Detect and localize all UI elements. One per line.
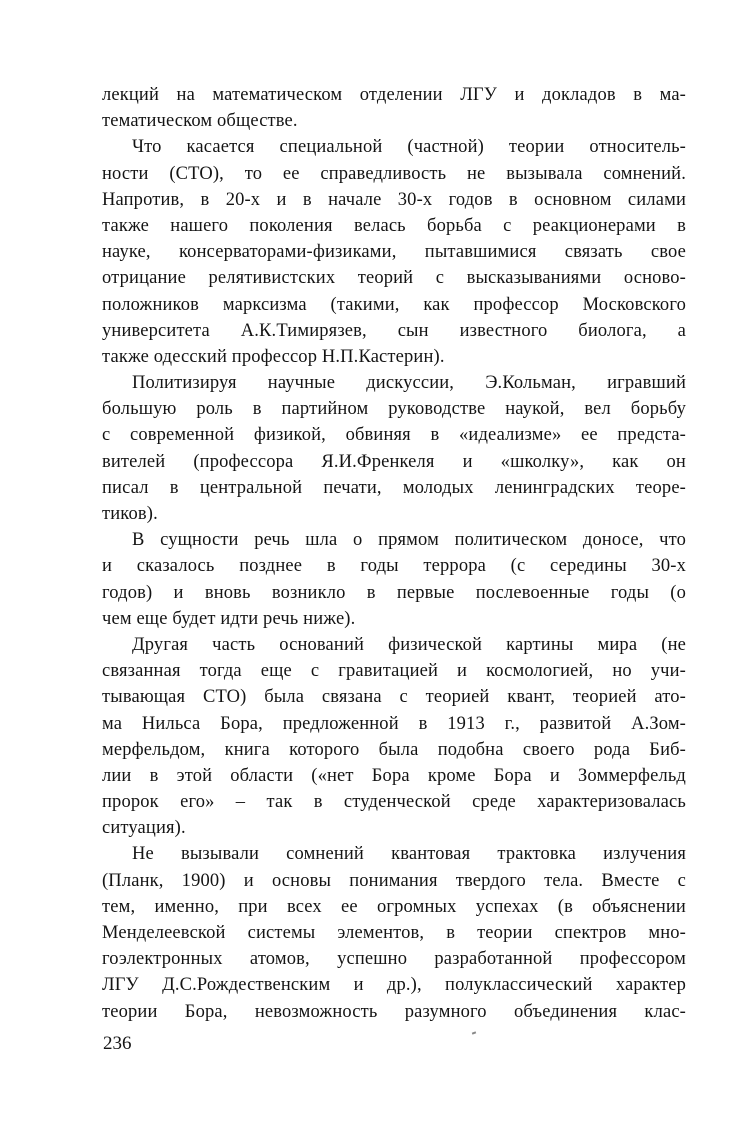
text-line: ности (СТО), то ее справедливость не вызывала сомнений. xyxy=(102,163,686,184)
text-line: пророк его» – так в студенческой среде характеризовалась xyxy=(102,792,686,813)
text-line: гоэлектронных атомов, успешно разработанной профессором xyxy=(102,949,686,970)
text-line: Другая часть оснований физической картины мира (не xyxy=(132,634,686,655)
text-line: лии в этой области («нет Бора кроме Бора и Зоммерфельд xyxy=(102,765,686,786)
text-line: также нашего поколения велась борьба с реакционерами в xyxy=(102,215,686,236)
text-line: также одесский профессор Н.П.Кастерин). xyxy=(102,346,445,367)
text-line: ситуация). xyxy=(102,818,186,839)
text-line: вителей (профессора Я.И.Френкеля и «школку», как он xyxy=(102,451,686,472)
text-line: ма Нильса Бора, предложенной в 1913 г., развитой А.Зом- xyxy=(102,713,686,734)
text-line: Менделеевской системы элементов, в теории спектров мно- xyxy=(102,923,686,943)
text-line: чем еще будет идти речь ниже). xyxy=(102,608,356,629)
text-line: В сущности речь шла о прямом политическом доносе, что xyxy=(132,530,686,551)
paragraph xyxy=(102,82,686,134)
paragraph xyxy=(102,632,686,842)
paragraph xyxy=(102,370,686,527)
text-line: и сказалось позднее в годы террора (с середины 30-х xyxy=(102,556,686,577)
page-body xyxy=(102,82,686,1025)
text-line: отрицание релятивистских теорий с высказываниями осново- xyxy=(102,268,686,289)
paragraph xyxy=(102,134,686,370)
text-line: положников марксизма (такими, как профессор Московского xyxy=(102,294,686,315)
text-line: тем, именно, при всех ее огромных успехах (в объяснении xyxy=(102,896,686,917)
text-line: мерфельдом, книга которого была подобна своего рода Биб- xyxy=(102,739,686,760)
text-line: тывающая СТО) была связана с теорией квант, теорией ато- xyxy=(102,687,686,708)
text-line: большую роль в партийном руководстве наукой, вел борьбу xyxy=(102,399,686,420)
text-line: Что касается специальной (частной) теории относитель- xyxy=(132,137,686,158)
text-line: писал в центральной печати, молодых ленинградских теоре- xyxy=(102,477,686,498)
text-line: науке, консерваторами-физиками, пытавшимися связать свое xyxy=(102,242,686,263)
text-line: годов) и вновь возникло в первые послевоенные годы (о xyxy=(102,582,686,603)
text-line: тиков). xyxy=(102,504,158,524)
text-line: с современной физикой, обвиняя в «идеализме» ее предста- xyxy=(102,425,686,446)
text-line: Не вызывали сомнений квантовая трактовка излучения xyxy=(132,844,686,865)
text-line: Политизируя научные дискуссии, Э.Кольман, игравший xyxy=(132,373,686,394)
paragraph xyxy=(102,527,686,632)
page-number: 236 xyxy=(103,1033,132,1054)
text-line: университета А.К.Тимирязев, сын известного биолога, а xyxy=(102,320,686,341)
paragraph xyxy=(102,841,686,1024)
print-speck xyxy=(472,1031,476,1034)
text-line: Напротив, в 20-х и в начале 30-х годов в основном силами xyxy=(102,189,686,210)
text-line: теории Бора, невозможность разумного объединения клас- xyxy=(102,1001,686,1022)
text-line: ЛГУ Д.С.Рождественским и др.), полуклассический характер xyxy=(102,975,686,996)
text-line: связанная тогда еще с гравитацией и космологией, но учи- xyxy=(102,661,686,682)
text-line: (Планк, 1900) и основы понимания твердого тела. Вместе с xyxy=(102,870,686,891)
text-line: тематическом обществе. xyxy=(102,111,298,132)
text-line: лекций на математическом отделении ЛГУ и докладов в ма- xyxy=(102,85,686,105)
